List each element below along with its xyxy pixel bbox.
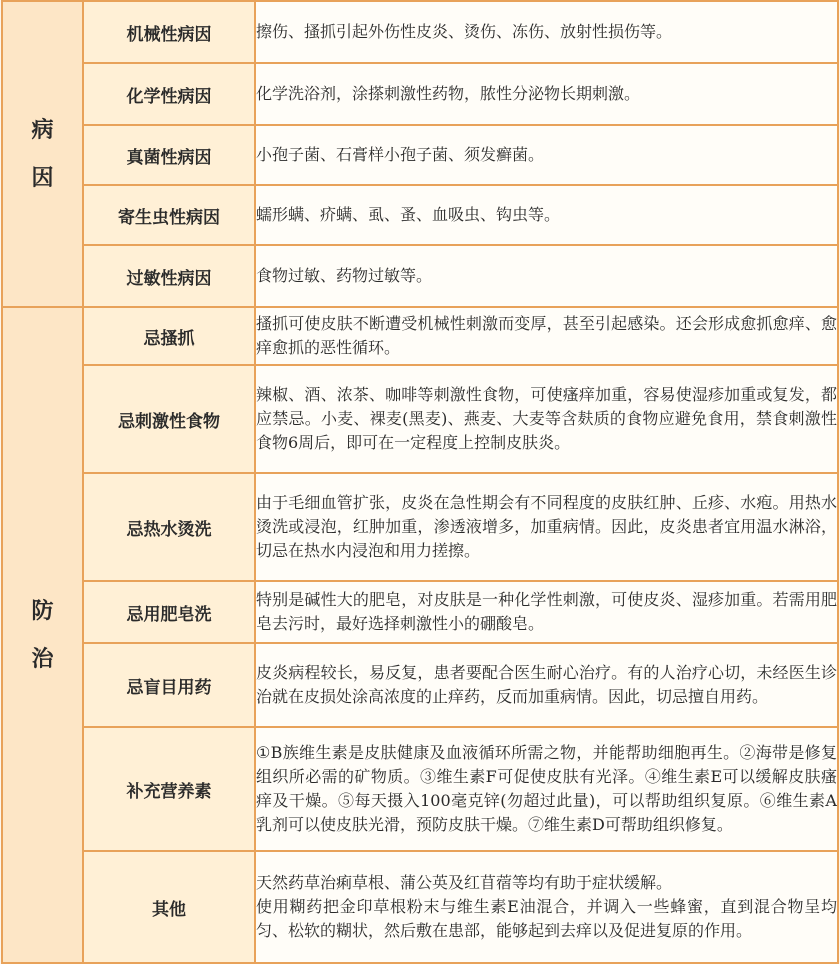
row-text: 擦伤、搔抓引起外伤性皮炎、烫伤、冻伤、放射性损伤等。	[255, 1, 838, 63]
row-text: 特别是碱性大的肥皂，对皮肤是一种化学性刺激，可使皮炎、湿疹加重。若需用肥皂去污时，最好选择刺激性小的硼酸皂。	[255, 581, 838, 643]
row-name: 忌搔抓	[83, 307, 255, 365]
row-text: 皮炎病程较长，易反复，患者要配合医生耐心治疗。有的人治疗心切，未经医生诊治就在皮损处涂高浓度的止痒药，反而加重病情。因此，切忌擅自用药。	[255, 643, 838, 727]
table-row	[2, 727, 838, 851]
row-name: 机械性病因	[83, 1, 255, 63]
row-text: 搔抓可使皮肤不断遭受机械性刺激而变厚，甚至引起感染。还会形成愈抓愈痒、愈痒愈抓的恶性循环。	[255, 307, 838, 365]
row-name: 忌盲目用药	[83, 643, 255, 727]
table-row	[2, 185, 838, 245]
row-name: 忌刺激性食物	[83, 365, 255, 473]
row-text: ①B族维生素是皮肤健康及血液循环所需之物，并能帮助细胞再生。②海带是修复组织所必需的矿物质。③维生素F可促使皮肤有光泽。④维生素E可以缓解皮肤瘙痒及干燥。⑤每天摄入100毫克锌(勿超过此量)，可以帮助组织复原。⑥维生素A乳剂可以使皮肤光滑，预防皮肤干燥。⑦维生素D可帮助组织修复。	[255, 727, 838, 851]
row-name: 化学性病因	[83, 63, 255, 125]
section-label-char: 因	[31, 165, 54, 191]
row-name: 忌热水烫洗	[83, 473, 255, 581]
row-name: 寄生虫性病因	[83, 185, 255, 245]
row-text: 由于毛细血管扩张，皮炎在急性期会有不同程度的皮肤红肿、丘疹、水疱。用热水烫洗或浸泡，红肿加重，渗透液增多，加重病情。因此，皮炎患者宜用温水淋浴，切忌在热水内浸泡和用力搓擦。	[255, 473, 838, 581]
section-label-char: 病	[31, 117, 54, 143]
dermatitis-table	[1, 0, 839, 964]
row-text: 小孢子菌、石膏样小孢子菌、须发癣菌。	[255, 125, 838, 185]
row-text: 食物过敏、药物过敏等。	[255, 245, 838, 307]
row-text: 辣椒、酒、浓茶、咖啡等刺激性食物，可使瘙痒加重，容易使湿疹加重或复发，都应禁忌。小麦、裸麦(黑麦)、燕麦、大麦等含麸质的食物应避免食用，禁食刺激性食物6周后，即可在一定程度上控制皮肤炎。	[255, 365, 838, 473]
row-name: 补充营养素	[83, 727, 255, 851]
table-row	[2, 1, 838, 63]
section-label-char: 治	[31, 646, 54, 672]
row-text: 蠕形螨、疥螨、虱、蚤、血吸虫、钩虫等。	[255, 185, 838, 245]
row-name: 其他	[83, 851, 255, 963]
table-row	[2, 245, 838, 307]
table-row	[2, 581, 838, 643]
table-row	[2, 365, 838, 473]
row-name: 过敏性病因	[83, 245, 255, 307]
row-name: 真菌性病因	[83, 125, 255, 185]
row-text	[255, 851, 838, 963]
table-row	[2, 851, 838, 963]
table-row	[2, 63, 838, 125]
row-text: 化学洗浴剂，涂搽刺激性药物，脓性分泌物长期刺激。	[255, 63, 838, 125]
row-text-line: 天然药草治痢草根、蒲公英及红苜蓿等均有助于症状缓解。	[256, 873, 673, 892]
section-label-cause	[2, 1, 83, 307]
section-label-char: 防	[31, 598, 54, 624]
table-row	[2, 473, 838, 581]
table-row	[2, 643, 838, 727]
section-label-prevention	[2, 307, 83, 963]
table-row	[2, 125, 838, 185]
table-row	[2, 307, 838, 365]
row-name: 忌用肥皂洗	[83, 581, 255, 643]
row-text-line: 使用糊药把金印草根粉末与维生素E油混合，并调入一些蜂蜜，直到混合物呈均匀、松软的糊状，然后敷在患部，能够起到去痒以及促进复原的作用。	[256, 897, 837, 940]
